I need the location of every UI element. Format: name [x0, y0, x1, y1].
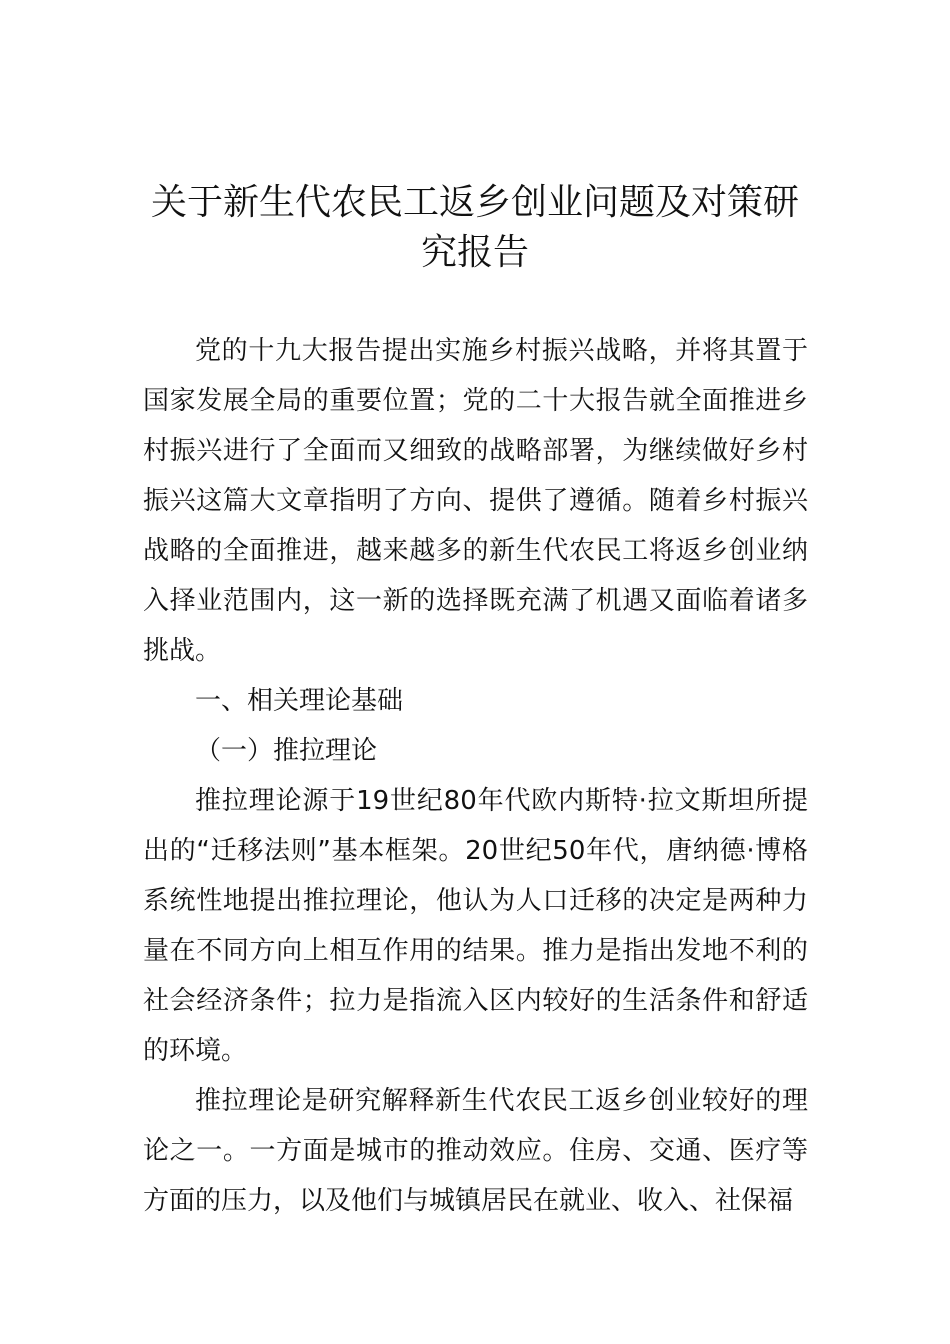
document-body [143, 326, 808, 1226]
subsection-heading: （一）推拉理论 [195, 736, 378, 766]
document-title: 关于新生代农民工返乡创业问题及对策研究报告 [150, 182, 799, 273]
intro-paragraph: 党的十九大报告提出实施乡村振兴战略，并将其置于国家发展全局的重要位置；党的二十大报告就全面推进乡村振兴进行了全面而又细致的战略部署，为继续做好乡村振兴这篇大文章指明了方向、提供了遵循。随着乡村振兴战略的全面推进，越来越多的新生代农民工将返乡创业纳入择业范围内，这一新的选择既充满了机遇又面临着诸多挑战。 [143, 336, 808, 666]
theory-paragraph: 推拉理论源于19世纪80年代欧内斯特·拉文斯坦所提出的“迁移法则”基本框架。20世纪50年代，唐纳德·博格系统性地提出推拉理论，他认为人口迁移的决定是两种力量在不同方向上相互作用的结果。推力是指出发地不利的社会经济条件；拉力是指流入区内较好的生活条件和舒适的环境。 [143, 786, 808, 1066]
analysis-paragraph: 推拉理论是研究解释新生代农民工返乡创业较好的理论之一。一方面是城市的推动效应。住房、交通、医疗等方面的压力，以及他们与城镇居民在就业、收入、社保福 [143, 1086, 808, 1216]
section-heading: 一、相关理论基础 [195, 686, 404, 716]
